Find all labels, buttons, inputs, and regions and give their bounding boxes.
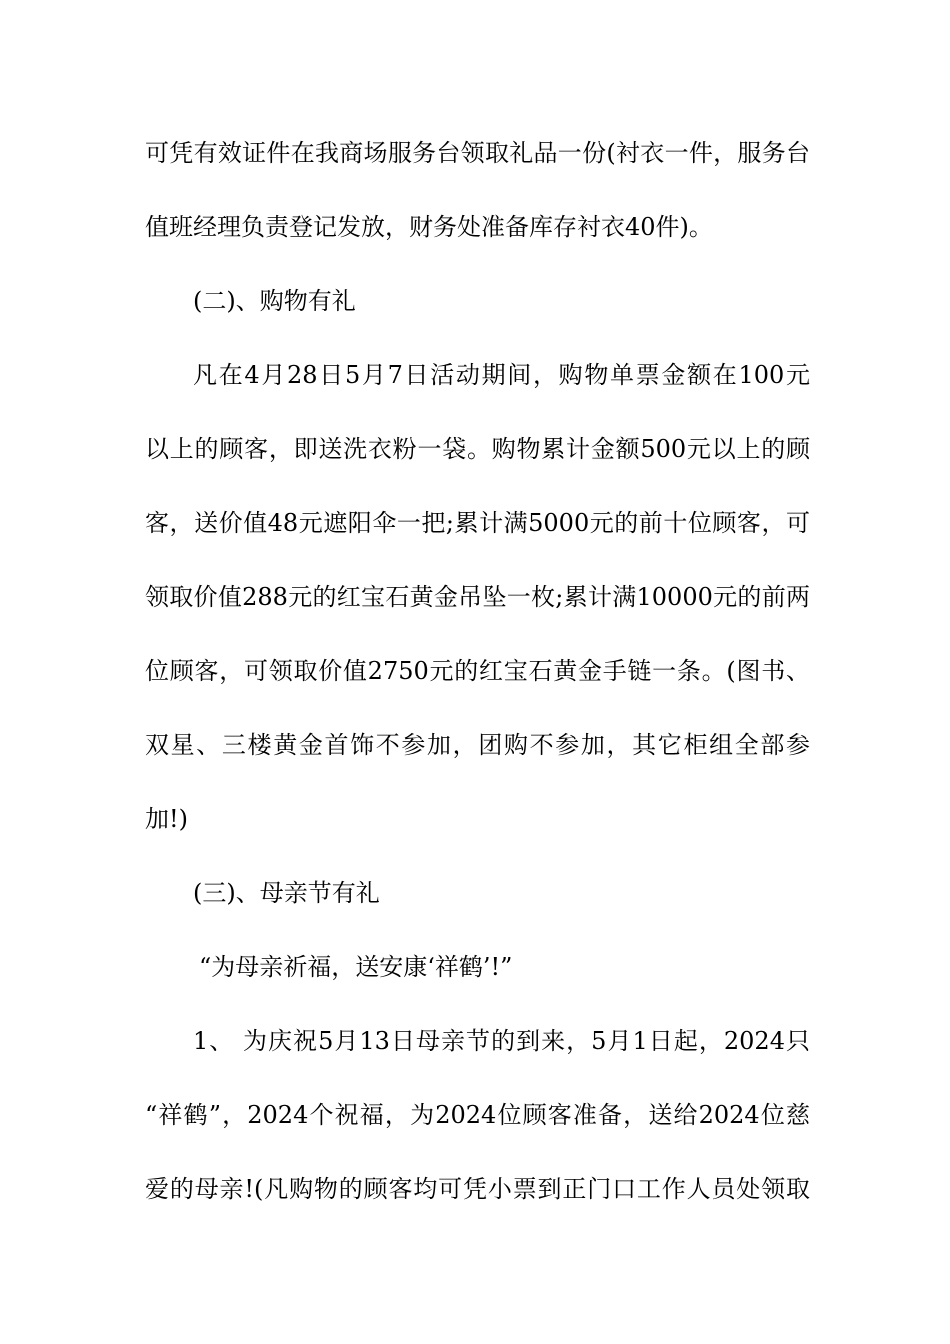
paragraph-line: 爱的母亲!(凡购物的顾客均可凭小票到正门口工作人员处领取 bbox=[145, 1175, 810, 1203]
paragraph-line: 可凭有效证件在我商场服务台领取礼品一份(衬衣一件，服务台 bbox=[145, 139, 810, 167]
paragraph-line: 位顾客，可领取价值2750元的红宝石黄金手链一条。(图书、 bbox=[145, 657, 810, 685]
slogan-line: “为母亲祈福，送安康‘祥鹤’!” bbox=[199, 953, 513, 981]
paragraph-line: “祥鹤”，2024个祝福，为2024位顾客准备，送给2024位慈 bbox=[145, 1101, 810, 1129]
paragraph-line: 领取价值288元的红宝石黄金吊坠一枚;累计满10000元的前两 bbox=[145, 583, 810, 611]
paragraph-line: 客，送价值48元遮阳伞一把;累计满5000元的前十位顾客，可 bbox=[145, 509, 810, 537]
paragraph-line: 凡在4月28日5月7日活动期间，购物单票金额在100元 bbox=[193, 361, 810, 389]
paragraph-line: 加!) bbox=[145, 805, 189, 833]
list-item-line: 1、 为庆祝5月13日母亲节的到来，5月1日起，2024只 bbox=[193, 1027, 810, 1055]
section-heading: (三)、母亲节有礼 bbox=[193, 879, 380, 907]
paragraph-line: 双星、三楼黄金首饰不参加，团购不参加，其它柜组全部参 bbox=[145, 731, 810, 759]
section-heading: (二)、购物有礼 bbox=[193, 287, 356, 315]
paragraph-line: 值班经理负责登记发放，财务处准备库存衬衣40件)。 bbox=[145, 213, 713, 241]
paragraph-line: 以上的顾客，即送洗衣粉一袋。购物累计金额500元以上的顾 bbox=[145, 435, 810, 463]
